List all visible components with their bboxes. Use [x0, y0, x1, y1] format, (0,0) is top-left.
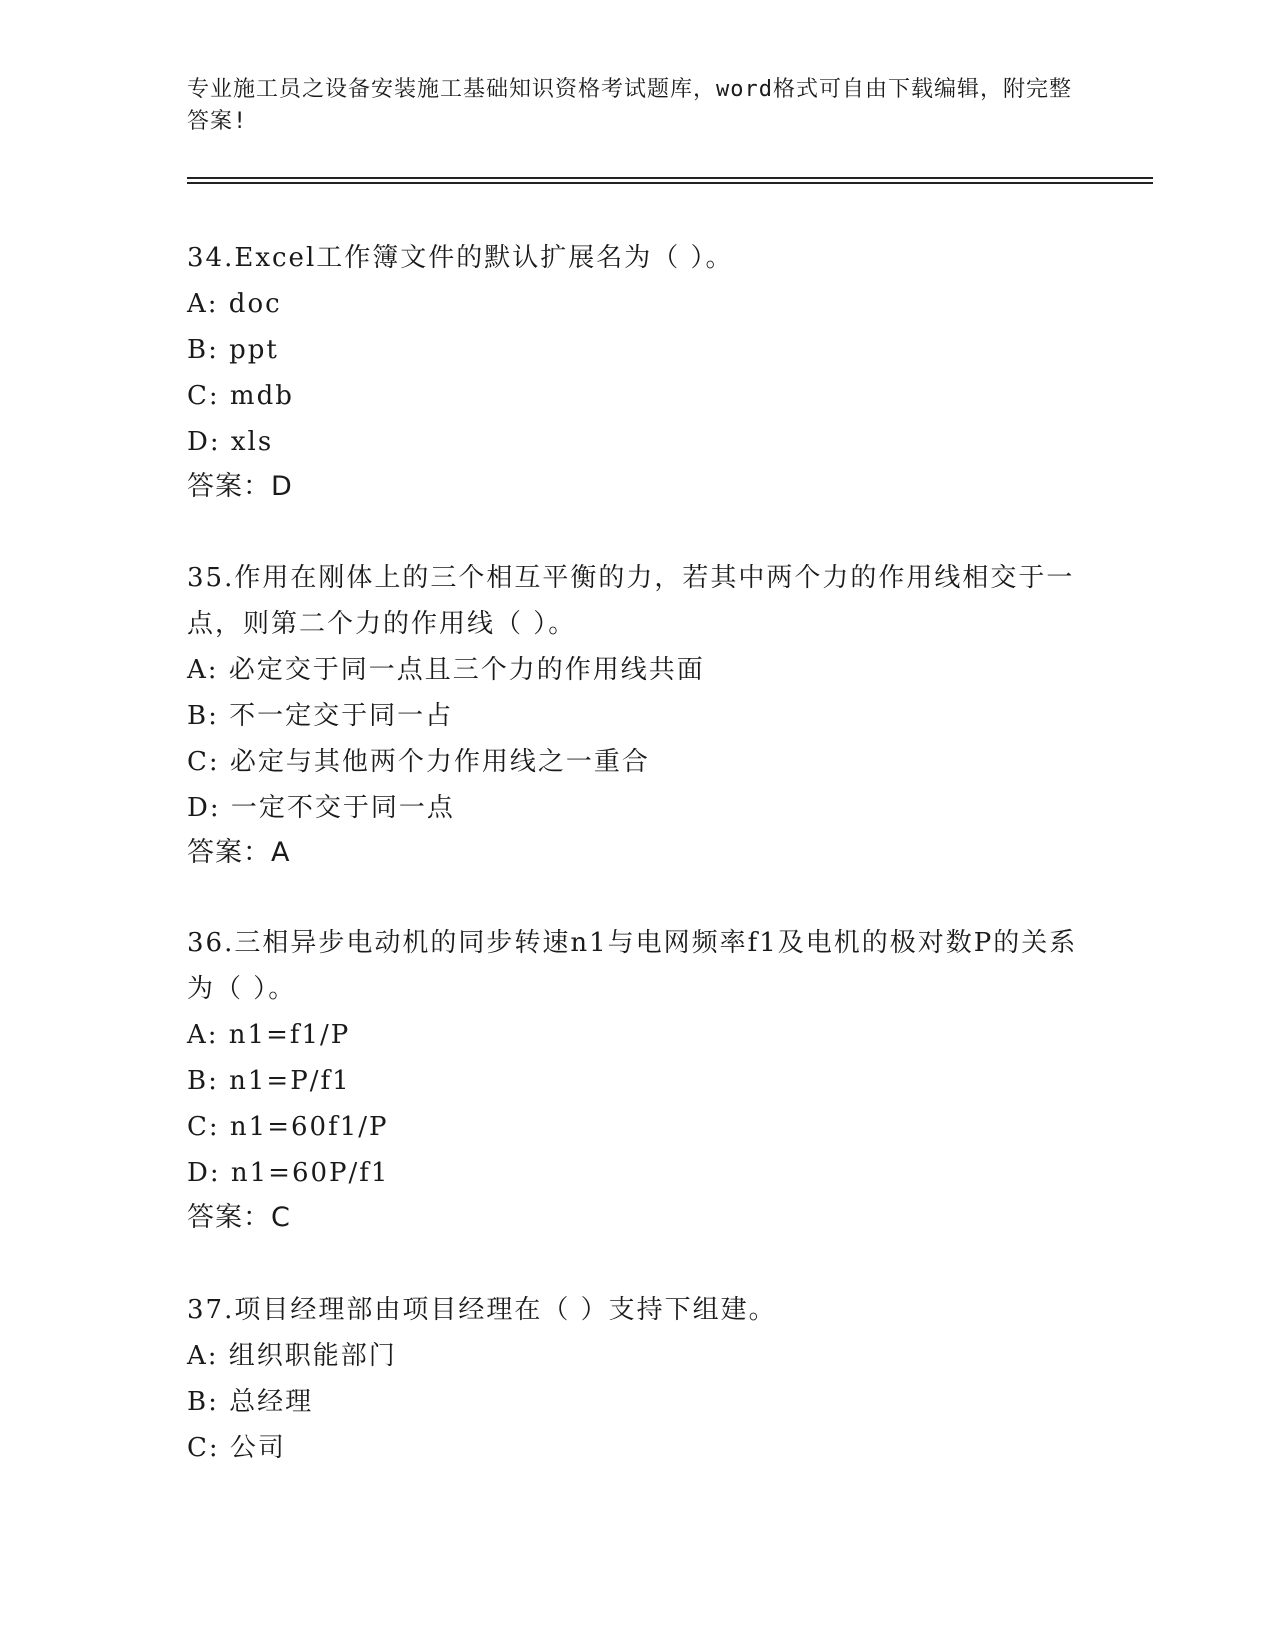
option-d: D: xls: [187, 427, 274, 457]
answer: 答案：C: [187, 1202, 291, 1233]
question-text: 36.三相异步电动机的同步转速n1与电网频率f1及电机的极对数P的关系为（ ）。: [187, 928, 1078, 1004]
header-divider-bottom: [187, 182, 1153, 184]
header-divider-top: [187, 177, 1153, 179]
option-b: B: 不一定交于同一占: [187, 701, 454, 731]
option-a: A: 必定交于同一点且三个力的作用线共面: [187, 655, 705, 685]
option-b: B: n1=P/f1: [187, 1066, 351, 1096]
question-text: 37.项目经理部由项目经理在（ ）支持下组建。: [187, 1295, 777, 1325]
question-text: 35.作用在刚体上的三个相互平衡的力，若其中两个力的作用线相交于一点，则第二个力的作用线（ ）。: [187, 563, 1075, 639]
option-d: D: n1=60P/f1: [187, 1158, 390, 1188]
answer: 答案：A: [187, 837, 291, 868]
option-c: C: n1=60f1/P: [187, 1112, 389, 1142]
header-title: 专业施工员之设备安装施工基础知识资格考试题库，word格式可自由下载编辑，附完整答案!: [187, 77, 1072, 134]
question-37: [187, 1287, 1087, 1471]
question-36: [187, 920, 1087, 1240]
question-35: [187, 555, 1087, 875]
answer: 答案：D: [187, 471, 293, 502]
question-34: [187, 235, 1087, 509]
document-header: [187, 74, 1087, 138]
option-c: C: 公司: [187, 1433, 286, 1463]
option-a: A: n1=f1/P: [187, 1020, 351, 1050]
option-b: B: 总经理: [187, 1387, 314, 1417]
option-a: A: 组织职能部门: [187, 1341, 397, 1371]
option-b: B: ppt: [187, 335, 279, 365]
option-c: C: 必定与其他两个力作用线之一重合: [187, 747, 650, 777]
option-a: A: doc: [187, 289, 282, 319]
option-d: D: 一定不交于同一点: [187, 793, 455, 823]
option-c: C: mdb: [187, 381, 294, 411]
question-text: 34.Excel工作簿文件的默认扩展名为（ ）。: [187, 243, 734, 273]
